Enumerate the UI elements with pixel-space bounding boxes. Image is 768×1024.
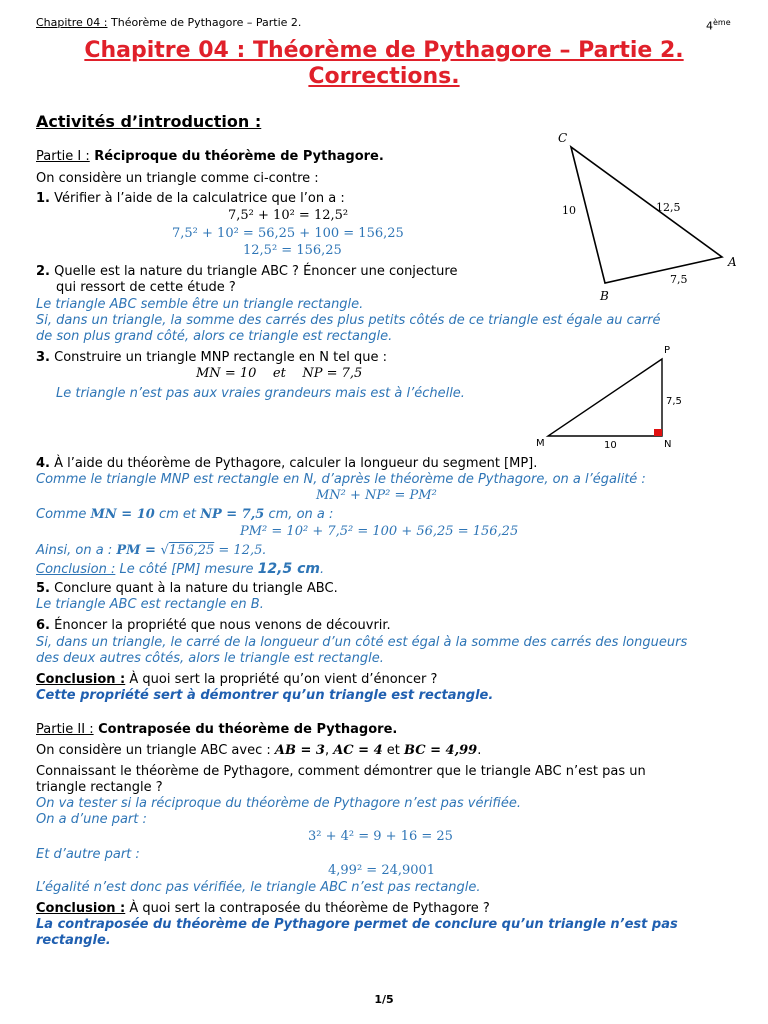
part1-conclusion-answer: Cette propriété sert à démontrer qu’un triangle est rectangle. xyxy=(36,688,494,703)
answer-4-eq1: MN² + NP² = PM² xyxy=(316,488,437,503)
part1-intro: On considère un triangle comme ci-contre : xyxy=(36,171,319,186)
equation-3: MN = 10 et NP = 7,5 xyxy=(196,366,363,381)
part2-answer-line1: On va tester si la réciproque du théorème de Pythagore n’est pas vérifiée. xyxy=(36,796,521,811)
vertex-p-label: P xyxy=(664,345,671,356)
side-mn-label: 10 xyxy=(604,440,617,451)
question-2: 2. Quelle est la nature du triangle ABC ? Énoncer une conjecture xyxy=(36,264,458,279)
side-np-label: 7,5 xyxy=(666,396,682,407)
level-indicator: 4ème xyxy=(706,18,731,33)
side-cb-label: 10 xyxy=(562,204,576,217)
question-2-line2: qui ressort de cette étude ? xyxy=(56,280,236,295)
triangle-mnp-figure xyxy=(532,340,702,455)
answer-4-eq2: PM² = 10² + 7,5² = 100 + 56,25 = 156,25 xyxy=(240,524,519,539)
answer-5: Le triangle ABC est rectangle en B. xyxy=(36,597,264,612)
answer-2-line2: Si, dans un triangle, la somme des carrés des plus petits côtés de ce triangle est égale au carré xyxy=(36,313,661,328)
answer-4-line3: Ainsi, on a : PM = √156,25 = 12,5. xyxy=(36,543,267,558)
answer-6-line2: des deux autres côtés, alors le triangle est rectangle. xyxy=(36,651,384,666)
vertex-a-label: A xyxy=(728,255,737,269)
answer-4-line2: Comme MN = 10 cm et NP = 7,5 cm, on a : xyxy=(36,507,334,522)
equation-1-answer-b: 12,5² = 156,25 xyxy=(243,243,342,258)
part2-answer-line4: L’égalité n’est donc pas vérifiée, le triangle ABC n’est pas rectangle. xyxy=(36,880,481,895)
vertex-n-label: N xyxy=(664,439,672,450)
part2-answer-line3: Et d’autre part : xyxy=(36,847,140,862)
triangle-mnp xyxy=(548,359,662,436)
part2-answer-line2: On a d’une part : xyxy=(36,812,147,827)
question-4: 4. À l’aide du théorème de Pythagore, calculer la longueur du segment [MP]. xyxy=(36,456,538,471)
part2-conclusion-answer-line2: rectangle. xyxy=(36,933,111,948)
question-3: 3. Construire un triangle MNP rectangle en N tel que : xyxy=(36,350,387,365)
side-ba-label: 7,5 xyxy=(670,273,688,286)
equation-1: 7,5² + 10² = 12,5² xyxy=(228,208,349,223)
part2-question-line2: triangle rectangle ? xyxy=(36,780,163,795)
part1-heading: Partie I : Réciproque du théorème de Pythagore. xyxy=(36,149,384,164)
answer-2-line1: Le triangle ABC semble être un triangle rectangle. xyxy=(36,297,364,312)
part2-intro: On considère un triangle ABC avec : AB = 3, AC = 4 et BC = 4,99. xyxy=(36,743,482,758)
answer-3: Le triangle n’est pas aux vraies grandeurs mais est à l’échelle. xyxy=(56,386,465,401)
side-ca-label: 12,5 xyxy=(656,201,681,214)
part2-equation-2: 4,99² = 24,9001 xyxy=(328,863,436,878)
intro-heading: Activités d’introduction : xyxy=(36,112,262,131)
answer-6-line1: Si, dans un triangle, le carré de la longueur d’un côté est égal à la somme des carrés des longueurs xyxy=(36,635,688,650)
question-6: 6. Énoncer la propriété que nous venons de découvrir. xyxy=(36,618,391,633)
page-subtitle: Corrections. xyxy=(308,64,460,89)
page-number: 1/5 xyxy=(374,993,394,1006)
equation-1-answer-a: 7,5² + 10² = 56,25 + 100 = 156,25 xyxy=(172,226,404,241)
part2-conclusion-answer-line1: La contraposée du théorème de Pythagore permet de conclure qu’un triangle n’est pas xyxy=(36,917,678,932)
answer-2-line3: de son plus grand côté, alors ce triangle est rectangle. xyxy=(36,329,393,344)
part2-conclusion-question: Conclusion : À quoi sert la contraposée du théorème de Pythagore ? xyxy=(36,901,490,916)
question-5: 5. Conclure quant à la nature du triangle ABC. xyxy=(36,581,338,596)
vertex-c-label: C xyxy=(558,131,568,145)
question-1: 1. Vérifier à l’aide de la calculatrice que l’on a : xyxy=(36,191,345,206)
part2-heading: Partie II : Contraposée du théorème de Pythagore. xyxy=(36,722,398,737)
triangle-abc-figure xyxy=(548,126,748,306)
header-chapter-label: Chapitre 04 : xyxy=(36,16,108,29)
right-angle-marker xyxy=(654,429,662,436)
answer-4-conclusion: Conclusion : Le côté [PM] mesure 12,5 cm. xyxy=(36,561,325,577)
part2-question-line1: Connaissant le théorème de Pythagore, comment démontrer que le triangle ABC n’est pas un xyxy=(36,764,646,779)
vertex-b-label: B xyxy=(600,289,609,303)
part1-conclusion-question: Conclusion : À quoi sert la propriété qu’on vient d’énoncer ? xyxy=(36,672,438,687)
header-chapter-rest: Théorème de Pythagore – Partie 2. xyxy=(107,16,302,29)
triangle-abc xyxy=(571,147,722,283)
page-title: Chapitre 04 : Théorème de Pythagore – Partie 2. xyxy=(84,38,684,63)
running-header xyxy=(36,15,301,31)
vertex-m-label: M xyxy=(536,438,545,449)
answer-4-line1: Comme le triangle MNP est rectangle en N, d’après le théorème de Pythagore, on a l’égalité : xyxy=(36,472,646,487)
part2-equation-1: 3² + 4² = 9 + 16 = 25 xyxy=(308,829,453,844)
